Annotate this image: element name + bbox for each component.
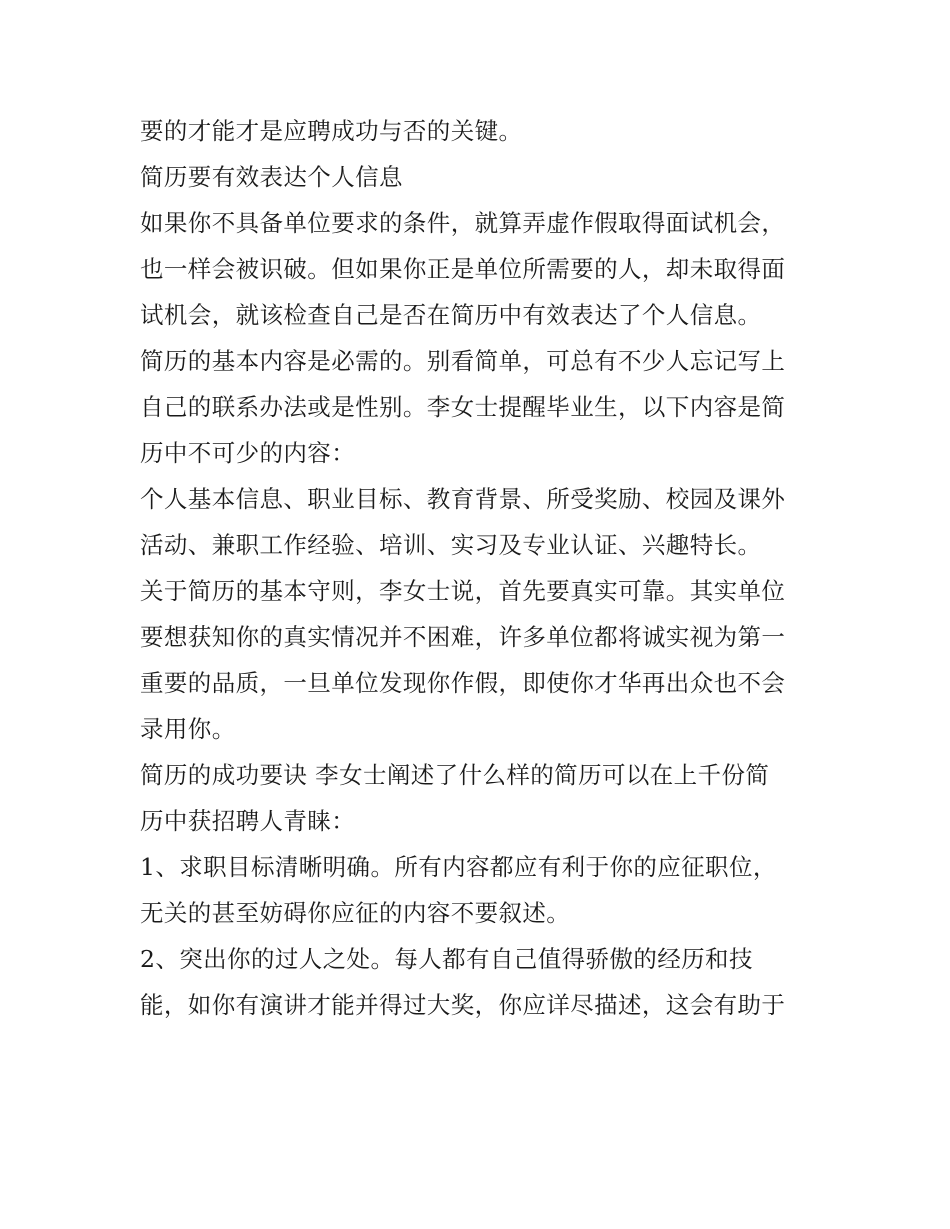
- text-line: 历中不可少的内容：: [140, 439, 356, 467]
- text-line: 能，如你有演讲才能并得过大奖，你应详尽描述，这会有助于: [140, 991, 786, 1019]
- text-line: 简历的基本内容是必需的。别看简单，可总有不少人忘记写上: [140, 347, 786, 375]
- document-body: [140, 108, 820, 1028]
- text-line: 简历的成功要诀 李女士阐述了什么样的简历可以在上千份简: [140, 761, 770, 789]
- list-item: 1、求职目标清晰明确。所有内容都应有利于你的应征职位，: [140, 853, 777, 881]
- text-line: 如果你不具备单位要求的条件，就算弄虚作假取得面试机会，: [140, 209, 786, 237]
- section-heading: 简历要有效表达个人信息: [140, 163, 403, 191]
- text-line: 重要的品质，一旦单位发现你作假，即使你才华再出众也不会: [140, 669, 786, 697]
- text-line: 录用你。: [140, 715, 236, 743]
- list-item: 2、突出你的过人之处。每人都有自己值得骄傲的经历和技: [140, 945, 753, 973]
- text-line: 活动、兼职工作经验、培训、实习及专业认证、兴趣特长。: [140, 531, 762, 559]
- text-line: 要的才能才是应聘成功与否的关键。: [140, 117, 523, 145]
- text-line: 要想获知你的真实情况并不困难，许多单位都将诚实视为第一: [140, 623, 786, 651]
- text-line: 历中获招聘人青睐：: [140, 807, 356, 835]
- text-line: 个人基本信息、职业目标、教育背景、所受奖励、校园及课外: [140, 485, 786, 513]
- text-line: 试机会，就该检查自己是否在简历中有效表达了个人信息。: [140, 301, 762, 329]
- text-line: 自己的联系办法或是性别。李女士提醒毕业生，以下内容是简: [140, 393, 786, 421]
- text-line: 关于简历的基本守则，李女士说，首先要真实可靠。其实单位: [140, 577, 786, 605]
- text-line: 无关的甚至妨碍你应征的内容不要叙述。: [140, 899, 571, 927]
- text-line: 也一样会被识破。但如果你正是单位所需要的人，却未取得面: [140, 255, 786, 283]
